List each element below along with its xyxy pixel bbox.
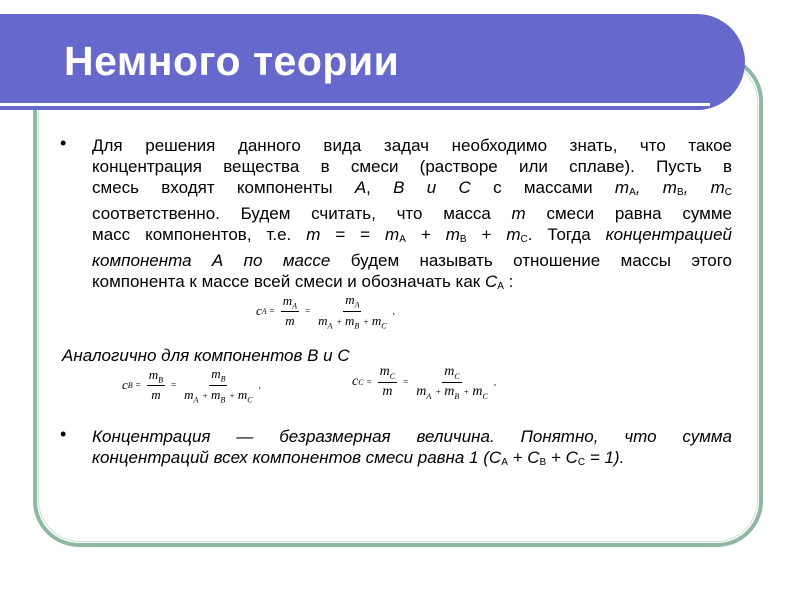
p2-line-2: концентраций всех компонентов смеси равна 1 $(C_A + C_B + C_C = 1)$. xyxy=(92,448,625,468)
slide-title: Немного теории xyxy=(64,38,400,84)
p1-line-4: соответственно. Будем считать, что масса m смеси равна сумме xyxy=(92,204,732,223)
bullet-marker-2: • xyxy=(60,424,67,444)
p1-line-5: масс компонентов, т.е. m = = $m_A + m_B + m_C$. Тогда концентрацией xyxy=(92,225,732,245)
p1-line-3: смесь входят компоненты А, В и С с массами $m_A$, $m_B$, $m_C$ xyxy=(92,178,733,198)
analog-heading: Аналогично для компонентов В и С xyxy=(62,346,350,365)
p1-line-2: концентрация вещества в смеси (растворе или сплаве). Пусть в xyxy=(92,157,732,176)
bullet-marker-1: • xyxy=(60,133,67,153)
formula-c-a: c A = $\frac{m_A}{m}$ = $\frac{m_A}{m_A + m_B + m_C}$ , xyxy=(256,292,395,331)
p1-line-7: компонента к массе всей смеси и обозначать как $C_A$ : xyxy=(92,272,514,292)
paragraph-2 xyxy=(92,426,732,473)
p2-line-1: Концентрация — безразмерная величина. Понятно, что сумма xyxy=(92,427,732,446)
p1-line-6: компонента А по массе будем называть отношение массы этого xyxy=(92,251,733,270)
title-underline xyxy=(0,103,710,106)
p1-line-1: Для решения данного вида задач необходимо знать, что такое xyxy=(92,136,732,155)
formula-c-c: c C = $\frac{m_C}{m}$ = $\frac{m_C}{m_A + m_B + m_C}$ , xyxy=(352,364,497,401)
paragraph-1 xyxy=(92,135,732,297)
formula-c-b: c B = $\frac{m_B}{m}$ = $\frac{m_B}{m_A + m_B + m_C}$ , xyxy=(122,366,261,405)
